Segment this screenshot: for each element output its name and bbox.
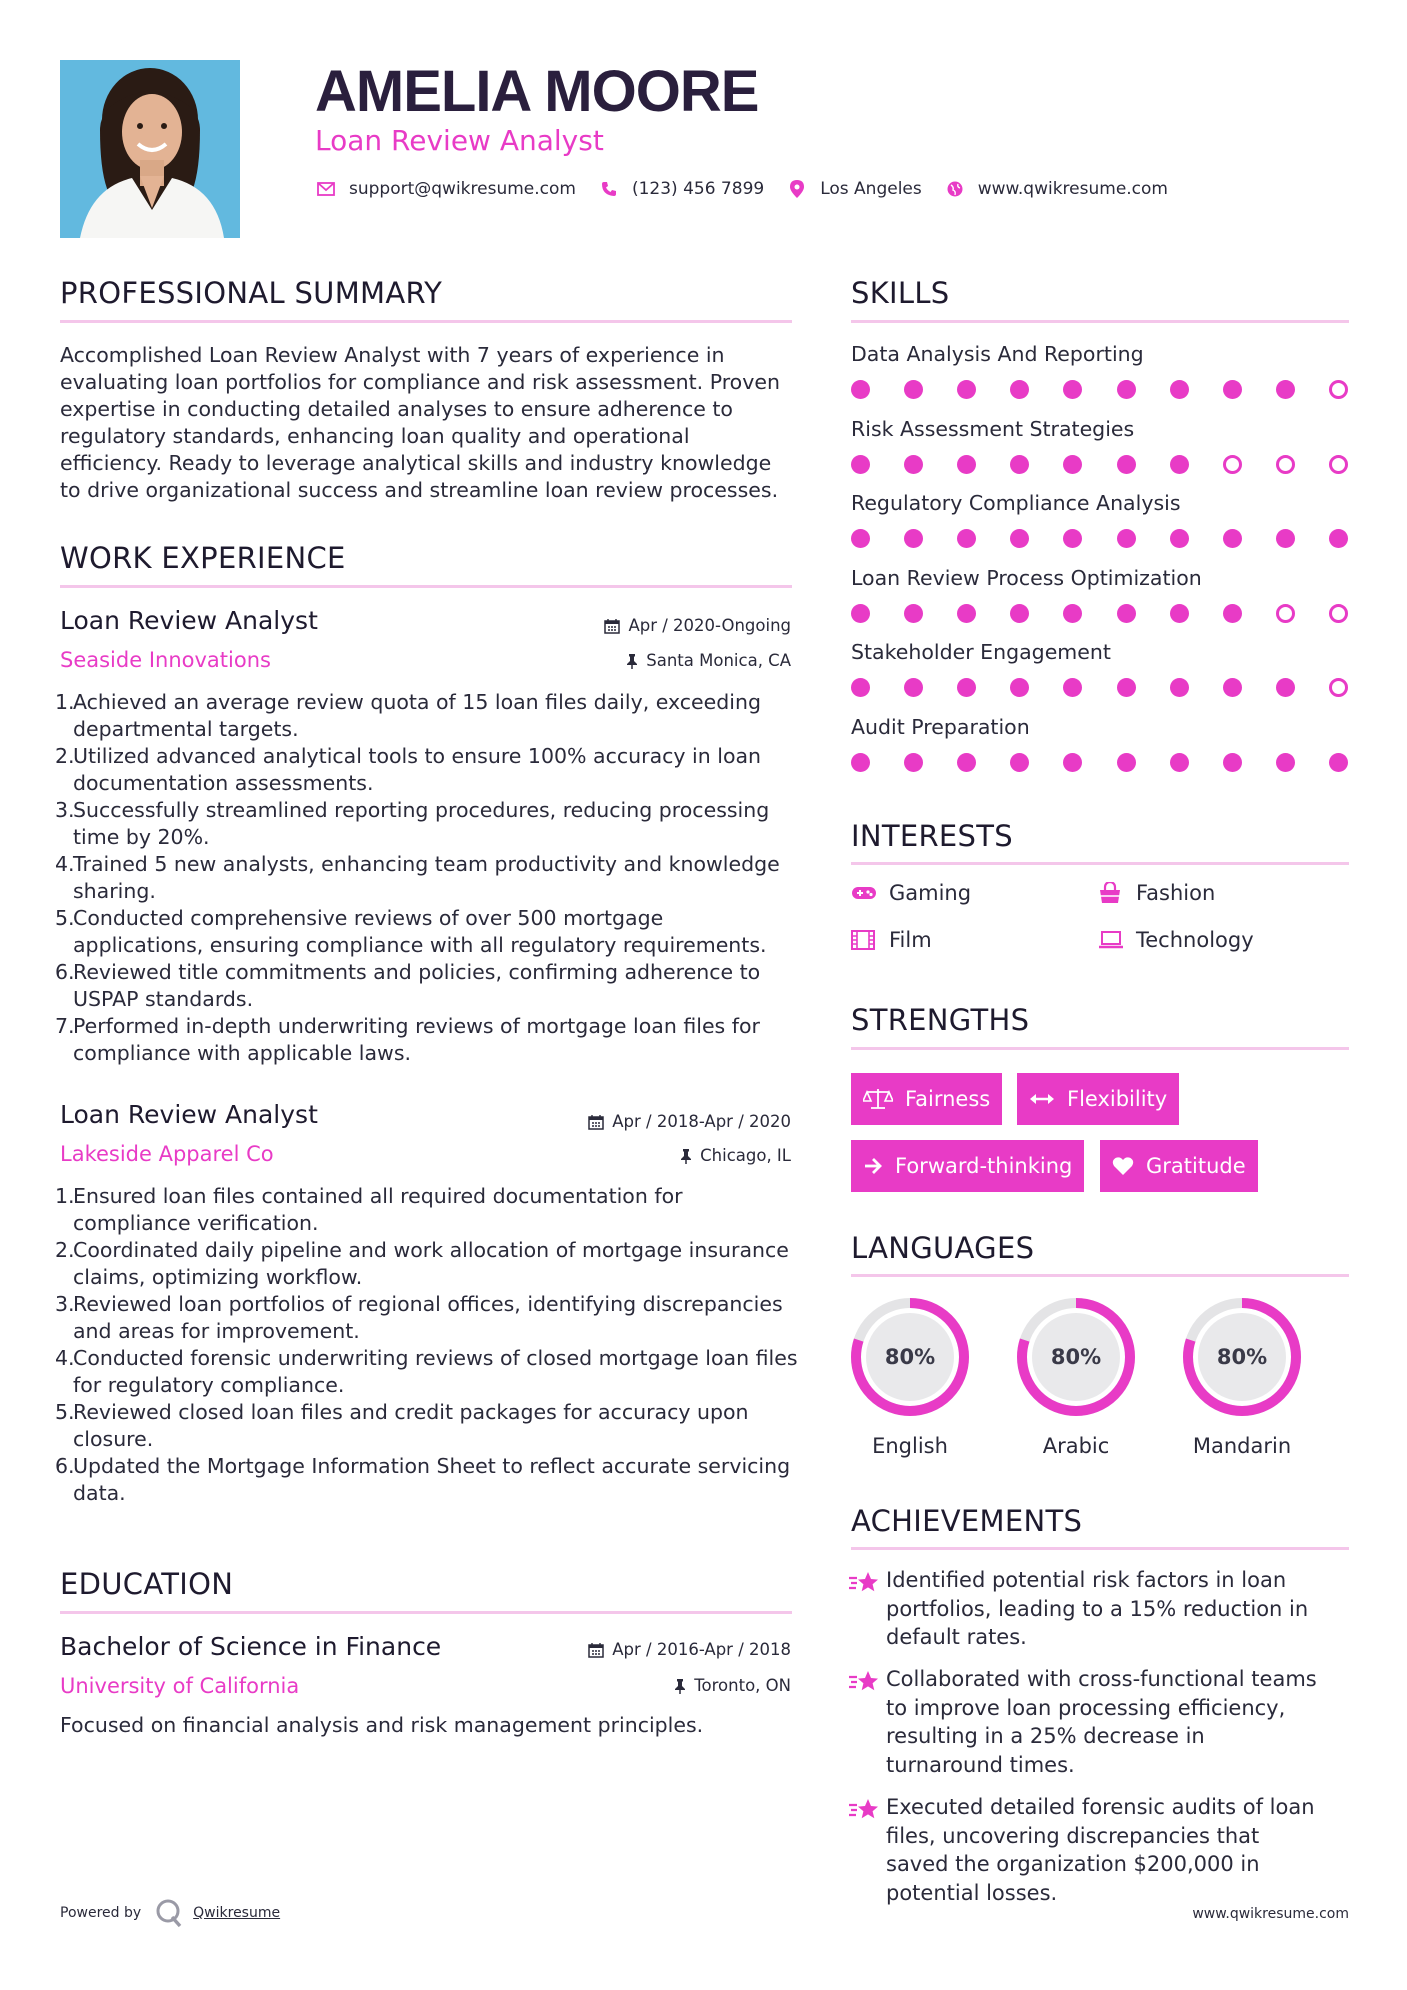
rating-dot-filled	[1223, 604, 1242, 623]
rating-dot-filled	[1170, 753, 1189, 772]
skill-rating	[851, 753, 1351, 773]
achievement-item: Identified potential risk factors in loan portfolios, leading to a 15% reduction in default rates.	[848, 1566, 1326, 1652]
rating-dot-filled	[1063, 753, 1082, 772]
rating-dot-filled	[851, 529, 870, 548]
pushpin-icon	[674, 1678, 686, 1694]
job-dates	[604, 616, 791, 635]
rating-dot-filled	[1170, 529, 1189, 548]
rating-dot-filled	[1117, 380, 1136, 399]
rating-dot-empty	[1329, 678, 1348, 697]
language-gauge	[845, 1292, 975, 1422]
shooting-star-icon	[848, 1566, 886, 1652]
interests-heading: INTERESTS	[851, 819, 1013, 853]
rating-dot-empty	[1329, 380, 1348, 399]
rating-dot-filled	[1063, 678, 1082, 697]
skill-rating	[851, 380, 1351, 400]
film-icon	[851, 929, 877, 951]
list-item: 1. Achieved an average review quota of 15 loan files daily, exceeding departmental targets.	[55, 690, 761, 741]
skill-rating	[851, 455, 1351, 475]
rating-dot-filled	[957, 753, 976, 772]
rating-dot-filled	[1223, 529, 1242, 548]
language-name: Mandarin	[1192, 1434, 1292, 1458]
rating-dot-filled	[851, 380, 870, 399]
rating-dot-empty	[1329, 455, 1348, 474]
rating-dot-filled	[1223, 380, 1242, 399]
language-name: English	[872, 1434, 948, 1458]
rating-dot-filled	[1276, 380, 1295, 399]
interest-film: Film	[851, 928, 932, 952]
rating-dot-filled	[904, 678, 923, 697]
arrows-horizontal-icon	[1029, 1092, 1055, 1106]
experience-divider	[60, 585, 792, 588]
rating-dot-filled	[1063, 604, 1082, 623]
qwikresume-link[interactable]: Qwikresume	[193, 1905, 281, 1921]
gamepad-icon	[851, 882, 877, 904]
rating-dot-empty	[1329, 604, 1348, 623]
list-item: 4. Trained 5 new analysts, enhancing team productivity and knowledge sharing.	[55, 852, 780, 903]
list-item: 3. Successfully streamlined reporting procedures, reducing processing time by 20%.	[55, 798, 770, 849]
job-location	[680, 1146, 791, 1165]
rating-dot-filled	[851, 678, 870, 697]
list-item: 7. Performed in-depth underwriting reviews of mortgage loan files for compliance with applicable laws.	[55, 1014, 760, 1065]
globe-icon	[944, 178, 966, 200]
rating-dot-filled	[957, 678, 976, 697]
education-dates	[588, 1640, 791, 1659]
calendar-icon	[588, 1642, 604, 1658]
powered-by-label: Powered by	[60, 1905, 142, 1921]
rating-dot-filled	[957, 604, 976, 623]
heart-icon	[1112, 1156, 1134, 1176]
list-item: 3. Reviewed loan portfolios of regional offices, identifying discrepancies and areas for improvement.	[55, 1292, 783, 1343]
education-dates-text: Apr / 2016-Apr / 2018	[612, 1640, 791, 1659]
rating-dot-filled	[1329, 529, 1348, 548]
interest-gaming: Gaming	[851, 881, 971, 905]
rating-dot-filled	[904, 753, 923, 772]
job-title: Loan Review Analyst	[60, 606, 318, 635]
footer-powered-by	[60, 1898, 280, 1928]
rating-dot-filled	[904, 529, 923, 548]
rating-dot-filled	[1117, 678, 1136, 697]
strengths-divider	[851, 1047, 1349, 1050]
shopping-bag-icon	[1098, 882, 1124, 904]
achievements-divider	[851, 1547, 1349, 1550]
achievement-item: Executed detailed forensic audits of loan files, uncovering discrepancies that saved the organization $200,000 in potential losses.	[848, 1793, 1326, 1907]
strengths-heading: STRENGTHS	[851, 1003, 1030, 1037]
rating-dot-filled	[904, 604, 923, 623]
language-item	[1011, 1292, 1141, 1458]
job-dates-text: Apr / 2020-Ongoing	[628, 616, 791, 635]
list-item: 4. Conducted forensic underwriting reviews of closed mortgage loan files for regulatory compliance.	[55, 1346, 798, 1397]
rating-dot-filled	[1063, 380, 1082, 399]
rating-dot-filled	[1170, 455, 1189, 474]
rating-dot-filled	[1276, 753, 1295, 772]
skill-rating	[851, 678, 1351, 698]
qwikresume-logo-icon	[155, 1898, 183, 1928]
skill-name: Risk Assessment Strategies	[851, 416, 1135, 441]
list-item: 6. Updated the Mortgage Information Sheet to reflect accurate servicing data.	[55, 1454, 791, 1505]
company-name: Seaside Innovations	[60, 648, 271, 672]
list-item: 5. Reviewed closed loan files and credit packages for accuracy upon closure.	[55, 1400, 749, 1451]
contact-email[interactable]: support@qwikresume.com	[349, 179, 576, 199]
job-location	[626, 651, 791, 670]
rating-dot-filled	[1223, 753, 1242, 772]
laptop-icon	[1098, 929, 1124, 951]
strength-fairness: Fairness	[851, 1073, 1002, 1125]
arrow-right-icon	[863, 1157, 883, 1175]
education-location	[674, 1676, 791, 1695]
language-percent: 80%	[1050, 1345, 1102, 1369]
summary-divider	[60, 320, 792, 323]
pushpin-icon	[626, 653, 638, 669]
language-item	[1177, 1292, 1307, 1458]
skill-name: Audit Preparation	[851, 715, 1030, 739]
job-dates-text: Apr / 2018-Apr / 2020	[612, 1112, 791, 1131]
rating-dot-filled	[1010, 753, 1029, 772]
profile-photo	[60, 60, 240, 238]
rating-dot-filled	[1010, 678, 1029, 697]
job-location-text: Chicago, IL	[700, 1146, 791, 1165]
job-dates	[588, 1112, 791, 1131]
education-divider	[60, 1611, 792, 1614]
footer-website[interactable]: www.qwikresume.com	[1192, 1906, 1349, 1922]
job-responsibilities	[55, 689, 800, 1067]
rating-dot-filled	[1117, 529, 1136, 548]
rating-dot-filled	[1117, 753, 1136, 772]
rating-dot-filled	[1010, 455, 1029, 474]
strength-gratitude: Gratitude	[1100, 1140, 1258, 1192]
languages-divider	[851, 1274, 1349, 1277]
rating-dot-filled	[1117, 604, 1136, 623]
job-responsibilities	[55, 1183, 800, 1507]
rating-dot-filled	[1276, 529, 1295, 548]
rating-dot-filled	[851, 753, 870, 772]
skill-name: Data Analysis And Reporting	[851, 342, 1144, 366]
contact-location: Los Angeles	[820, 179, 922, 199]
summary-heading: PROFESSIONAL SUMMARY	[60, 276, 443, 310]
rating-dot-filled	[1063, 455, 1082, 474]
rating-dot-filled	[1170, 604, 1189, 623]
rating-dot-empty	[1276, 604, 1295, 623]
rating-dot-filled	[1223, 678, 1242, 697]
list-item: 2. Utilized advanced analytical tools to ensure 100% accuracy in loan documentation assessments.	[55, 744, 762, 795]
rating-dot-filled	[1170, 380, 1189, 399]
strength-forward-thinking: Forward-thinking	[851, 1140, 1084, 1192]
education-location-text: Toronto, ON	[694, 1676, 791, 1695]
summary-text: Accomplished Loan Review Analyst with 7 years of experience in evaluating loan portfolios for compliance and risk assessment. Proven expertise in conducting detailed analyses to ensure adherence to regulatory standards, enhancing loan quality and operational efficiency. Ready to leverage analytical skills and industry knowledge to drive organizational success and streamline loan review processes.	[60, 343, 780, 502]
calendar-icon	[588, 1114, 604, 1130]
skill-rating	[851, 604, 1351, 624]
skill-name: Regulatory Compliance Analysis	[851, 491, 1181, 516]
map-pin-icon	[786, 178, 808, 200]
company-name: Lakeside Apparel Co	[60, 1142, 274, 1166]
rating-dot-filled	[1117, 455, 1136, 474]
rating-dot-filled	[1170, 678, 1189, 697]
language-percent: 80%	[884, 1345, 936, 1369]
contact-bar	[315, 178, 1190, 200]
rating-dot-filled	[904, 455, 923, 474]
phone-icon	[598, 178, 620, 200]
rating-dot-filled	[1329, 753, 1348, 772]
candidate-role: Loan Review Analyst	[315, 124, 604, 157]
education-description: Focused on financial analysis and risk management principles.	[60, 1713, 704, 1737]
language-gauge	[1011, 1292, 1141, 1422]
education-heading: EDUCATION	[60, 1567, 234, 1601]
strength-flexibility: Flexibility	[1017, 1073, 1179, 1125]
job-location-text: Santa Monica, CA	[646, 651, 791, 670]
language-item	[845, 1292, 975, 1458]
language-percent: 80%	[1216, 1345, 1268, 1369]
rating-dot-filled	[1276, 678, 1295, 697]
school-name: University of California	[60, 1674, 300, 1698]
job-title: Loan Review Analyst	[60, 1100, 318, 1129]
interest-fashion: Fashion	[1098, 881, 1215, 905]
contact-website[interactable]: www.qwikresume.com	[977, 179, 1168, 199]
list-item: 5. Conducted comprehensive reviews of over 500 mortgage applications, ensuring compliance with all regulatory requirements.	[55, 906, 767, 957]
list-item: 2. Coordinated daily pipeline and work allocation of mortgage insurance claims, optimizing workflow.	[55, 1238, 789, 1289]
pushpin-icon	[680, 1148, 692, 1164]
rating-dot-filled	[1010, 529, 1029, 548]
skills-divider	[851, 320, 1349, 323]
candidate-name: AMELIA MOORE	[315, 59, 759, 124]
language-name: Arabic	[1042, 1434, 1110, 1458]
shooting-star-icon	[848, 1665, 886, 1779]
rating-dot-filled	[1010, 604, 1029, 623]
shooting-star-icon	[848, 1793, 886, 1907]
interests-divider	[851, 862, 1349, 865]
skill-name: Loan Review Process Optimization	[851, 565, 1202, 590]
envelope-icon	[315, 178, 337, 200]
rating-dot-filled	[957, 455, 976, 474]
rating-dot-empty	[1223, 455, 1242, 474]
achievement-item: Collaborated with cross-functional teams to improve loan processing efficiency, resulting in a 25% decrease in turnaround times.	[848, 1665, 1326, 1779]
calendar-icon	[604, 618, 620, 634]
rating-dot-filled	[904, 380, 923, 399]
list-item: 1. Ensured loan files contained all required documentation for compliance verification.	[55, 1184, 683, 1235]
rating-dot-empty	[1276, 455, 1295, 474]
rating-dot-filled	[1010, 380, 1029, 399]
experience-heading: WORK EXPERIENCE	[60, 541, 346, 575]
rating-dot-filled	[1063, 529, 1082, 548]
rating-dot-filled	[957, 380, 976, 399]
skills-heading: SKILLS	[851, 276, 950, 310]
achievements-heading: ACHIEVEMENTS	[851, 1504, 1083, 1538]
contact-phone[interactable]: (123) 456 7899	[631, 179, 765, 199]
rating-dot-filled	[851, 455, 870, 474]
languages-heading: LANGUAGES	[851, 1231, 1035, 1265]
degree-title: Bachelor of Science in Finance	[60, 1632, 442, 1661]
balance-scale-icon	[863, 1087, 893, 1111]
rating-dot-filled	[851, 604, 870, 623]
list-item: 6. Reviewed title commitments and policies, confirming adherence to USPAP standards.	[55, 960, 761, 1011]
rating-dot-filled	[957, 529, 976, 548]
interest-technology: Technology	[1098, 928, 1254, 952]
skill-rating	[851, 529, 1351, 549]
language-gauge	[1177, 1292, 1307, 1422]
skill-name: Stakeholder Engagement	[851, 640, 1111, 665]
